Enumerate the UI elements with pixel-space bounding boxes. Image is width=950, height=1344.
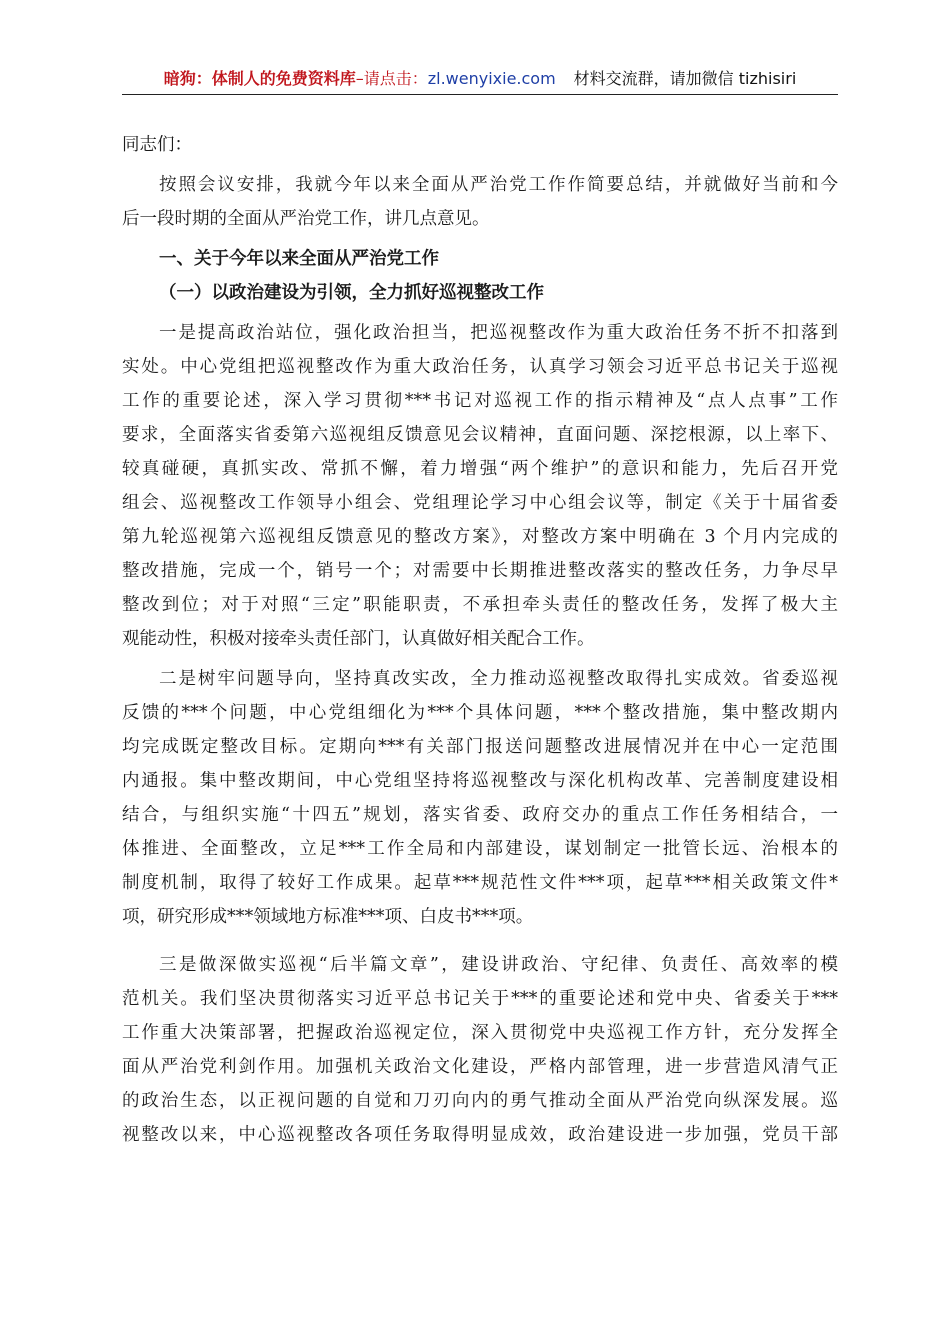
paragraph-line: 制度机制，取得了较好工作成果。起草***规范性文件***项，起草***相关政策文件* <box>122 873 838 893</box>
paragraph-line: 项，研究形成***领域地方标准***项、白皮书***项。 <box>122 907 534 927</box>
paragraph-line: 的政治生态，以正视问题的自觉和刀刃向内的勇气推动全面从严治党向纵深发展。巡 <box>122 1091 838 1111</box>
paragraph-line: 工作重大决策部署，把握政治巡视定位，深入贯彻党中央巡视工作方针，充分发挥全 <box>122 1023 838 1043</box>
paragraph-line: 组会、巡视整改工作领导小组会、党组理论学习中心组会议等，制定《关于十届省委 <box>122 493 838 513</box>
intro-line: 后一段时期的全面从严治党工作，讲几点意见。 <box>122 209 490 229</box>
paragraph-line: 观能动性，积极对接牵头责任部门，认真做好相关配合工作。 <box>122 629 595 649</box>
document-body <box>122 128 838 1152</box>
paragraph-line: 三是做深做实巡视“后半篇文章”，建设讲政治、守纪律、负责任、高效率的模 <box>159 955 838 975</box>
paragraph-line: 工作的重要论述，深入学习贯彻***书记对巡视工作的指示精神及“点人点事”工作 <box>122 391 838 411</box>
header-contact: 材料交流群，请加微信 tizhisiri <box>573 69 797 88</box>
page-header <box>122 68 838 95</box>
header-brand: 暗狗：体制人的免费资料库 <box>163 69 356 88</box>
paragraph-line: 面从严治党利剑作用。加强机关政治文化建设，严格内部管理，进一步营造风清气正 <box>122 1057 838 1077</box>
paragraph-line: 一是提高政治站位，强化政治担当，把巡视整改作为重大政治任务不折不扣落到 <box>159 323 838 343</box>
header-link[interactable]: zl.wenyixie.com <box>427 69 556 88</box>
paragraph-line: 均完成既定整改目标。定期向***有关部门报送问题整改进展情况并在中心一定范围 <box>122 737 838 757</box>
paragraph-line: 较真碰硬，真抓实改、常抓不懈，着力增强“两个维护”的意识和能力，先后召开党 <box>122 459 838 479</box>
paragraph-line: 二是树牢问题导向，坚持真改实改，全力推动巡视整改取得扎实成效。省委巡视 <box>159 669 838 689</box>
paragraph-line: 结合，与组织实施“十四五”规划，落实省委、政府交办的重点工作任务相结合，一 <box>122 805 838 825</box>
paragraph-line: 体推进、全面整改，立足***工作全局和内部建设，谋划制定一批管长远、治根本的 <box>122 839 838 859</box>
paragraph-line: 整改到位；对于对照“三定”职能职责，不承担牵头责任的整改任务，发挥了极大主 <box>122 595 838 615</box>
paragraph-line: 反馈的***个问题，中心党组细化为***个具体问题，***个整改措施，集中整改期内 <box>122 703 838 723</box>
paragraph-line: 范机关。我们坚决贯彻落实习近平总书记关于***的重要论述和党中央、省委关于*** <box>122 989 838 1009</box>
paragraph-line: 要求，全面落实省委第六巡视组反馈意见会议精神，直面问题、深挖根源，以上率下、 <box>122 425 838 445</box>
intro-line: 按照会议安排，我就今年以来全面从严治党工作作简要总结，并就做好当前和今 <box>159 175 838 195</box>
paragraph-line: 内通报。集中整改期间，中心党组坚持将巡视整改与深化机构改革、完善制度建设相 <box>122 771 838 791</box>
salutation: 同志们： <box>122 135 192 155</box>
paragraph-line: 整改措施，完成一个，销号一个；对需要中长期推进整改落实的整改任务，力争尽早 <box>122 561 838 581</box>
paragraph-line: 实处。中心党组把巡视整改作为重大政治任务，认真学习领会习近平总书记关于巡视 <box>122 357 838 377</box>
header-prompt: –请点击： <box>355 69 428 88</box>
paragraph-line: 第九轮巡视第六巡视组反馈意见的整改方案》，对整改方案中明确在 3 个月内完成的 <box>122 527 838 547</box>
section-title: 一、关于今年以来全面从严治党工作 <box>159 249 439 269</box>
subsection-title: （一）以政治建设为引领，全力抓好巡视整改工作 <box>159 283 544 303</box>
paragraph-line: 视整改以来，中心巡视整改各项任务取得明显成效，政治建设进一步加强，党员干部 <box>122 1125 838 1145</box>
